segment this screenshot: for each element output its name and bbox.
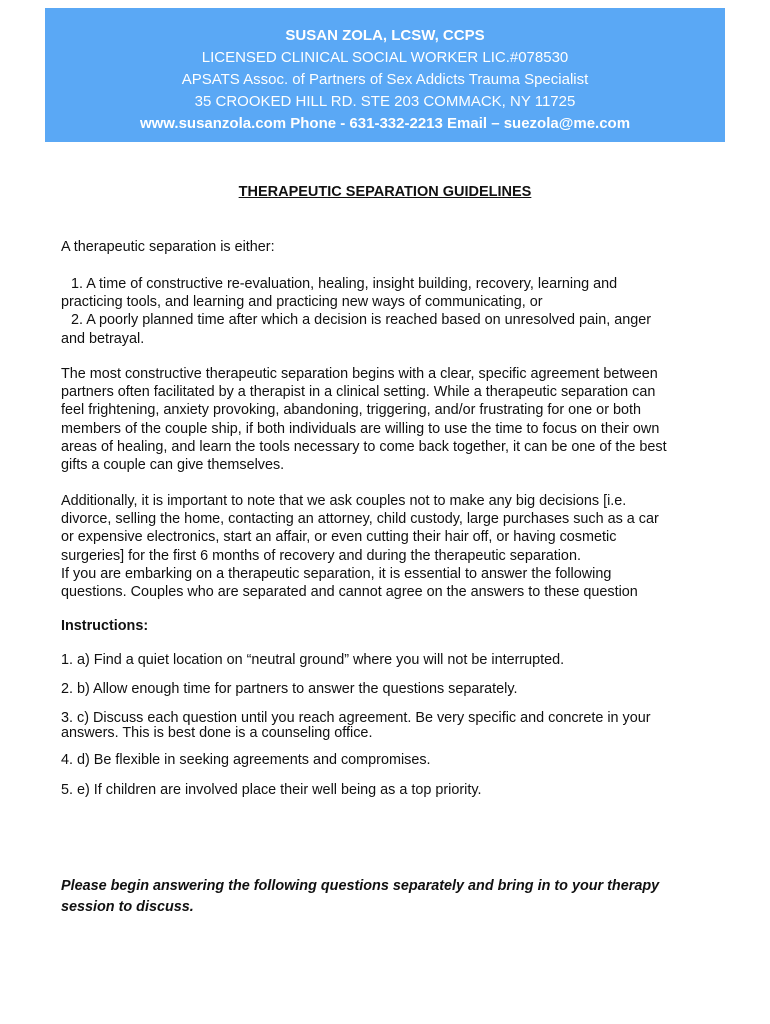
option-1-line-1: 1. A time of constructive re-evaluation, healing, insight building, recovery, learning and bbox=[71, 276, 618, 292]
paragraph-constructive-separation bbox=[61, 365, 706, 474]
instructions-heading: Instructions: bbox=[61, 618, 149, 634]
instruction-text: 2. b) Allow enough time for partners to answer the questions separately. bbox=[61, 681, 518, 697]
instruction-text: 5. e) If children are involved place their well being as a top priority. bbox=[61, 782, 482, 798]
instruction-text: 1. a) Find a quiet location on “neutral ground” where you will not be interrupted. bbox=[61, 652, 565, 668]
license-line: LICENSED CLINICAL SOCIAL WORKER LIC.#078530 bbox=[201, 49, 569, 66]
instruction-item bbox=[61, 653, 701, 668]
option-2-line-2: and betrayal. bbox=[61, 330, 145, 347]
closing-line: session to discuss. bbox=[61, 899, 194, 915]
address-line: 35 CROOKED HILL RD. STE 203 COMMACK, NY 11725 bbox=[194, 93, 576, 110]
option-2-line-1: 2. A poorly planned time after which a decision is reached based on unresolved pain, anger bbox=[71, 312, 651, 329]
option-1-line-2: practicing tools, and learning and practicing new ways of communicating, or bbox=[61, 294, 543, 311]
paragraph-line: surgeries] for the first 6 months of recovery and during the therapeutic separation. bbox=[61, 547, 581, 564]
paragraph-line: feel frightening, anxiety provoking, abandoning, triggering, and/or frustrating for one or both bbox=[61, 402, 641, 419]
instruction-item bbox=[61, 783, 701, 798]
intro-text: A therapeutic separation is either: bbox=[61, 239, 275, 255]
paragraph-line: questions. Couples who are separated and cannot agree on the answers to these question bbox=[61, 584, 638, 601]
instruction-item bbox=[61, 682, 701, 697]
paragraph-line: The most constructive therapeutic separation begins with a clear, specific agreement between bbox=[61, 366, 658, 382]
instruction-text: 3. c) Discuss each question until you reach agreement. Be very specific and concrete in your bbox=[61, 710, 651, 726]
paragraph-line: areas of healing, and learn the tools necessary to come back together, it can be one of the best bbox=[61, 438, 667, 455]
paragraph-big-decisions bbox=[61, 492, 706, 601]
paragraph-line: gifts a couple can give themselves. bbox=[61, 457, 285, 474]
paragraph-line: members of the couple ship, if both individuals are willing to use the time to focus on their own bbox=[61, 420, 660, 437]
association-line: APSATS Assoc. of Partners of Sex Addicts Trauma Specialist bbox=[181, 71, 589, 88]
document-title: THERAPEUTIC SEPARATION GUIDELINES bbox=[238, 184, 532, 200]
paragraph-line: divorce, selling the home, contacting an attorney, child custody, large purchases such as a car bbox=[61, 511, 659, 528]
letterhead-banner bbox=[45, 8, 725, 142]
paragraph-line: If you are embarking on a therapeutic separation, it is essential to answer the following bbox=[61, 565, 612, 582]
contact-line: www.susanzola.com Phone - 631-332-2213 Email – suezola@me.com bbox=[139, 115, 631, 132]
paragraph-line: partners often facilitated by a therapist in a clinical setting. While a therapeutic separation can bbox=[61, 384, 656, 401]
instruction-text: 4. d) Be flexible in seeking agreements and compromises. bbox=[61, 752, 431, 768]
practitioner-name: SUSAN ZOLA, LCSW, CCPS bbox=[285, 27, 485, 44]
instruction-text: answers. This is best done is a counseling office. bbox=[61, 725, 373, 741]
separation-options bbox=[61, 275, 706, 348]
instruction-item bbox=[61, 711, 701, 741]
closing-instruction bbox=[61, 876, 711, 918]
closing-line: Please begin answering the following questions separately and bring in to your therapy bbox=[61, 878, 660, 894]
paragraph-line: Additionally, it is important to note that we ask couples not to make any big decisions [i.e. bbox=[61, 493, 627, 509]
paragraph-line: or expensive electronics, start an affair, or even cutting their hair off, or having cosmetic bbox=[61, 529, 617, 546]
instruction-item bbox=[61, 753, 701, 768]
